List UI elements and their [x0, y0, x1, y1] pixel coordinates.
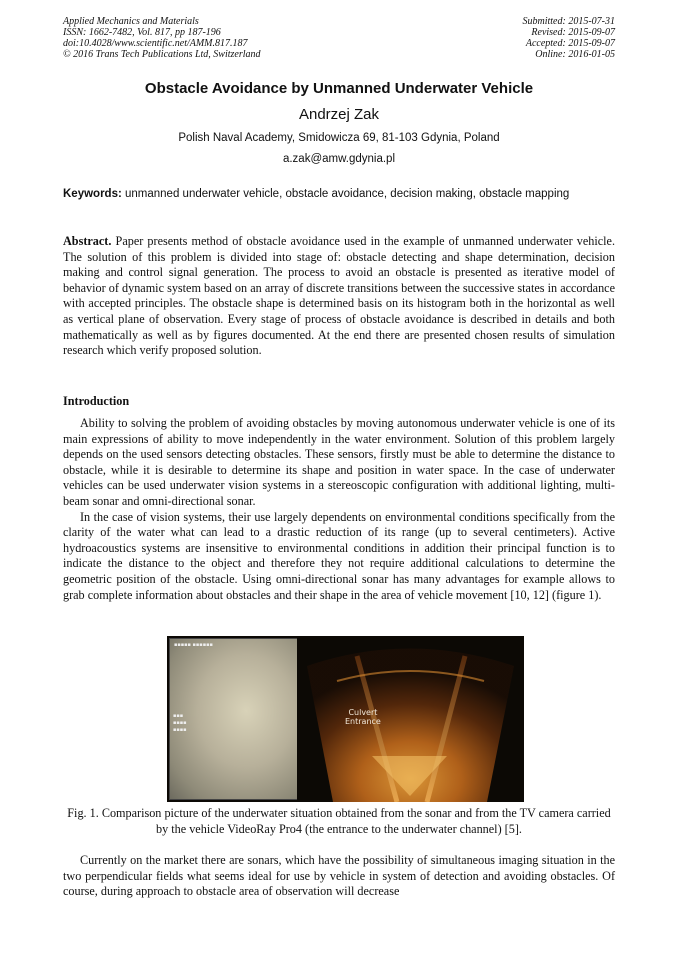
- camera-inset-image: ▪▪▪▪▪ ▪▪▪▪▪▪ ▪▪▪ ▪▪▪▪ ▪▪▪▪: [169, 638, 298, 800]
- journal-issn: ISSN: 1662-7482, Vol. 817, pp 187-196: [63, 27, 221, 38]
- submission-dates: [523, 16, 616, 60]
- body-after-figure: [63, 853, 615, 900]
- introduction-body: [63, 416, 615, 603]
- date-submitted: Submitted: 2015-07-31: [522, 16, 615, 27]
- journal-copyright: © 2016 Trans Tech Publications Ltd, Switzerland: [63, 49, 261, 60]
- intro-paragraph-2: In the case of vision systems, their use largely dependents on environmental conditions specifically from the clarity of the water what can lead to a drastic reduction of its range (up to several centimeters). Active hydroacoustics systems are insensitive to environmental conditions in addition their principal function is to indicate the distance to the object and therefore they not require additional calculations to determine the geometric position of the obstacle. Using omni-directional sonar has many advantages for example allows to grab complete information about obstacles and their shape in the area of vehicle movement [10, 12] (figure 1).: [63, 509, 615, 602]
- intro-paragraph-1: Ability to solving the problem of avoiding obstacles by moving autonomous underwater vehicle is one of its main expressions of ability to move independently in the water environment. Solution of this problem largely depends on the used sensors detecting obstacles. These sensors, firstly must be able to determine the distance to obstacle, while it is desirable to determine its shape and position in water space. In the case of underwater vehicles can be used underwater vision systems in a stereoscopic configuration with additional lighting, multi-beam sonar and omni-directional sonar.: [63, 416, 615, 508]
- keywords-label: Keywords:: [63, 188, 122, 200]
- section-heading-introduction: Introduction: [63, 394, 130, 408]
- abstract-text: Paper presents method of obstacle avoidance used in the example of unmanned underwater vehicle. The solution of this problem is divided into stage of: obstacle detecting and shape determination, decision making and control signal generation. The process to avoid an obstacle is presented as iterative model of behavior of dynamic system based on an array of discrete transitions between the successive states in accordance with accepted principles. The obstacle shape is determined basis on its histogram both in the horizontal as well as vertical plane of observation. Every stage of process of obstacle avoidance is described in details and both mathematically as well as by figures documented. At the end there are presented chosen results of simulation research which verify proposed solution.: [63, 234, 615, 358]
- culvert-entrance-label: Culvert Entrance: [345, 708, 381, 726]
- abstract-label: Abstract.: [63, 234, 112, 248]
- date-revised: Revised: 2015-09-07: [531, 27, 615, 38]
- journal-name: Applied Mechanics and Materials: [63, 16, 199, 27]
- paper-title: Obstacle Avoidance by Unmanned Underwater Vehicle: [144, 80, 534, 97]
- keywords-text: unmanned underwater vehicle, obstacle avoidance, decision making, obstacle mapping: [125, 188, 570, 200]
- author-affiliation: Polish Naval Academy, Smidowicza 69, 81-103 Gdynia, Poland: [178, 132, 500, 144]
- sonar-image: [297, 636, 524, 802]
- author-email: a.zak@amw.gdynia.pl: [282, 153, 396, 165]
- journal-doi: doi:10.4028/www.scientific.net/AMM.817.187: [63, 38, 248, 49]
- journal-info: [63, 16, 261, 60]
- abstract: [63, 234, 615, 359]
- after-figure-paragraph: Currently on the market there are sonars, which have the possibility of simultaneous imaging situation in the two perpendicular fields what seems ideal for use by vehicle in system of detection and avoiding obstacles. Of course, during approach to obstacle area of observation will decrease: [63, 853, 615, 899]
- figure-caption: Fig. 1. Comparison picture of the underwater situation obtained from the sonar and from the TV camera carried by the vehicle VideoRay Pro4 (the entrance to the underwater channel) [5].: [67, 806, 611, 836]
- figure-sonar-camera: [167, 636, 524, 802]
- keywords: [63, 187, 615, 201]
- author-name: Andrzej Zak: [298, 106, 380, 123]
- date-accepted: Accepted: 2015-09-07: [525, 38, 615, 49]
- date-online: Online: 2016-01-05: [535, 49, 615, 60]
